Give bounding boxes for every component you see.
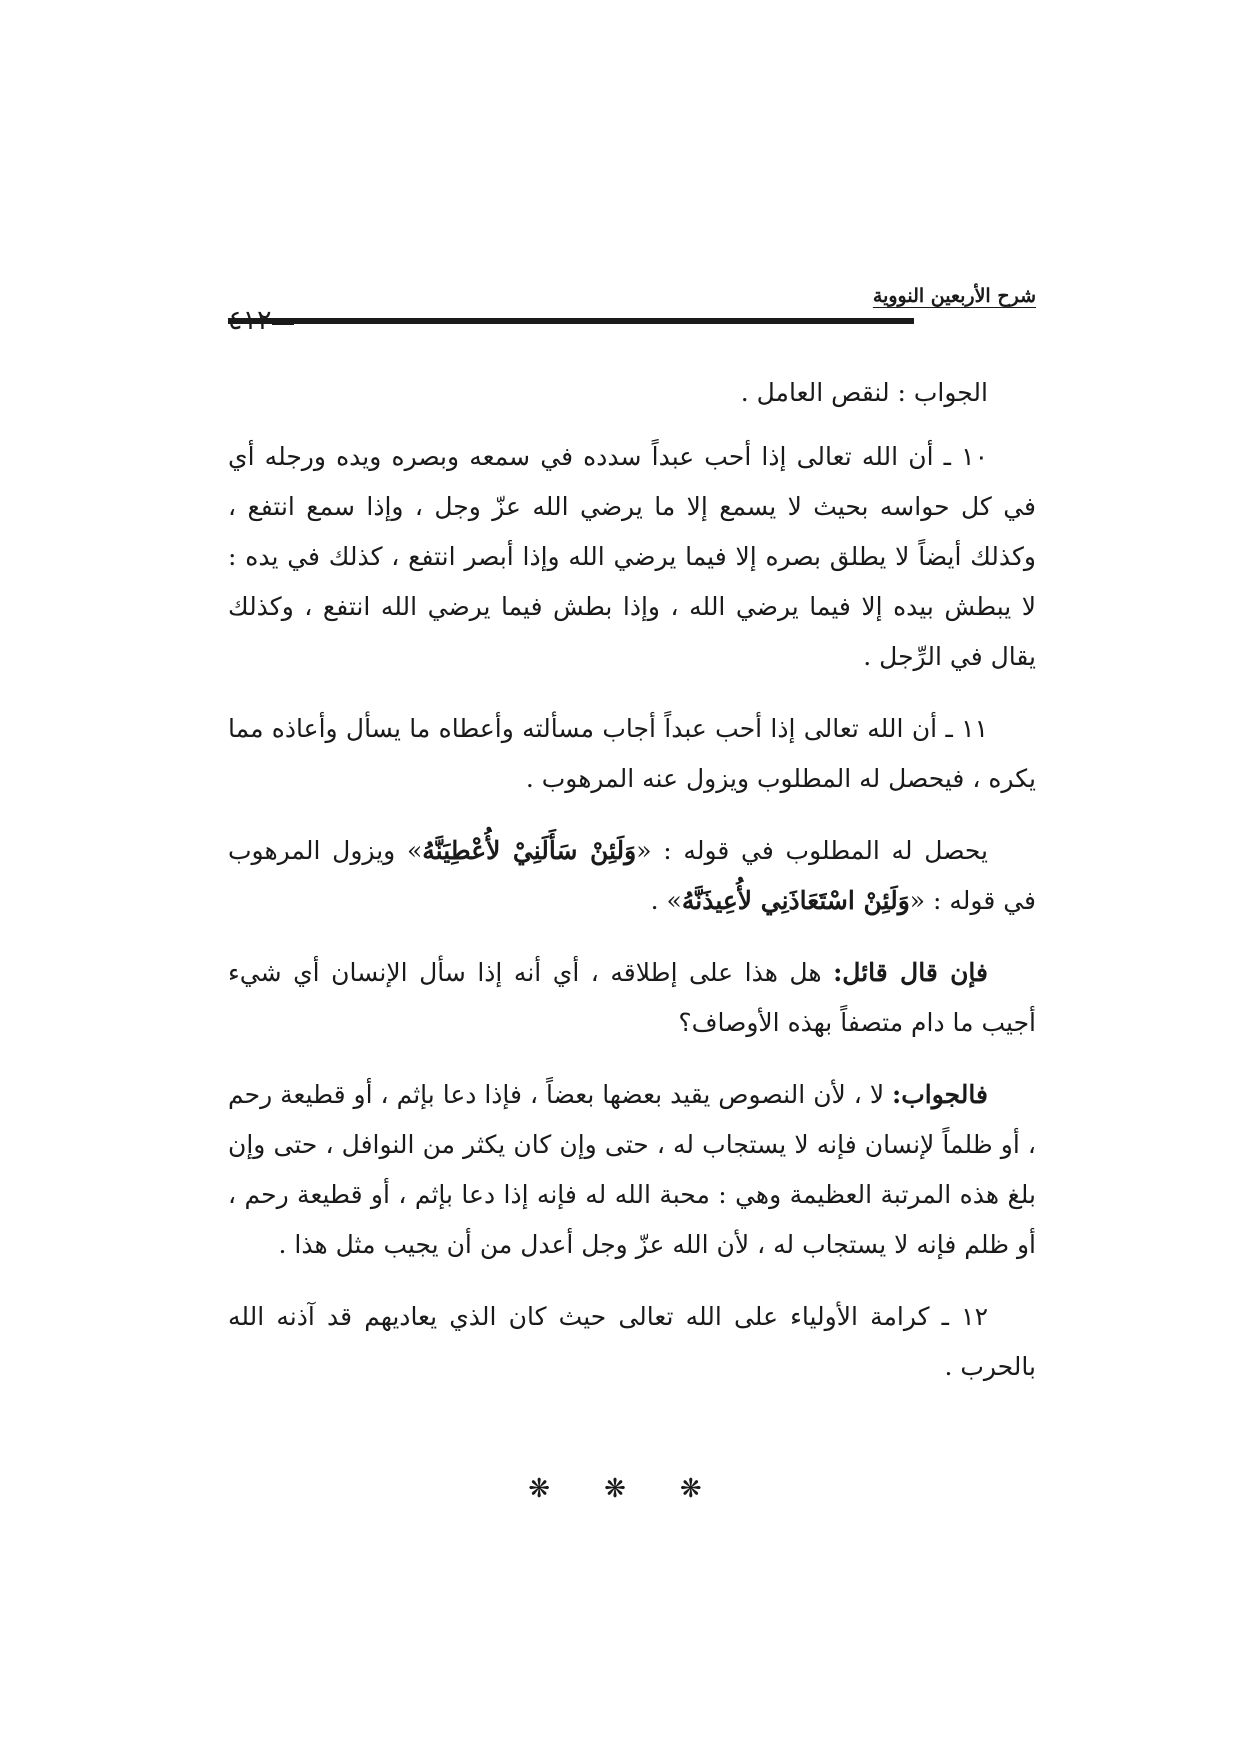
separator-star-icon: ❋ (604, 1474, 660, 1504)
paragraph-point-12: ١٢ ـ كرامة الأولياء على الله تعالى حيث كان الذي يعاديهم قد آذنه الله بالحرب . (228, 1302, 1036, 1381)
page-number-block (228, 305, 340, 336)
quote-intro-text: يحصل له المطلوب في قوله : « (636, 836, 988, 865)
paragraph-reply (228, 1070, 1036, 1270)
paragraph-point-10: ١٠ ـ أن الله تعالى إذا أحب عبداً سدده في سمعه وبصره ويده ورجله أي في كل حواسه بحيث لا يسمع إلا ما يرضي الله عزّ وجل ، وإذا سمع انتفع ، وكذلك أيضاً لا يطلق بصره إلا فيما يرضي الله وإذا أبصر انتفع ، كذلك في يده : لا يبطش بيده إلا فيما يرضي الله ، وإذا بطش فيما يرضي الله انتفع ، وكذلك يقال في الرِّجل . (228, 442, 1036, 671)
page-number: ٤١٢ (228, 305, 272, 336)
page-number-dash (272, 319, 294, 325)
hadith-quote-refuge: وَلَئِنْ اسْتَعَاذَنِي لأُعِيذَنَّهُ (681, 886, 910, 915)
quote-middle-text: » ويزول المرهوب في قوله : « (228, 836, 1036, 915)
paragraph-answer: الجواب : لنقص العامل . (740, 378, 988, 407)
reply-lead: فالجواب: (892, 1080, 988, 1109)
hadith-quote-ask: وَلَئِنْ سَأَلَنِيْ لأُعْطِيَنَّهُ (422, 836, 637, 865)
section-separator (228, 1474, 1036, 1504)
paragraph-objection (228, 948, 1036, 1048)
running-title: شرح الأربعين النووية (872, 285, 1036, 307)
body-text (228, 368, 1036, 1414)
paragraph-hadith-quotes (228, 826, 1036, 926)
paragraph-point-11: ١١ ـ أن الله تعالى إذا أحب عبداً أجاب مسألته وأعطاه ما يسأل وأعاذه مما يكره ، فيحصل له المطلوب ويزول عنه المرهوب . (228, 714, 1036, 793)
separator-star-icon: ❋ (679, 1474, 736, 1504)
quote-end-text: » . (650, 886, 682, 915)
objection-lead: فإن قال قائل: (833, 958, 988, 987)
objection-text: هل هذا على إطلاقه ، أي أنه إذا سأل الإنسان أي شيء أجيب ما دام متصفاً بهذه الأوصاف؟ (228, 958, 1036, 1037)
page-header (228, 285, 1036, 336)
separator-star-icon: ❋ (528, 1474, 585, 1504)
reply-text: لا ، لأن النصوص يقيد بعضها بعضاً ، فإذا دعا بإثم ، أو قطيعة رحم ، أو ظلماً لإنسان فإنه لا يستجاب له ، حتى وإن كان يكثر من النوافل ، حتى وإن بلغ هذه المرتبة العظيمة وهي : محبة الله له فإنه إذا دعا بإثم ، أو قطيعة رحم ، أو ظلم فإنه لا يستجاب له ، لأن الله عزّ وجل أعدل من أن يجيب مثل هذا . (228, 1080, 1036, 1259)
